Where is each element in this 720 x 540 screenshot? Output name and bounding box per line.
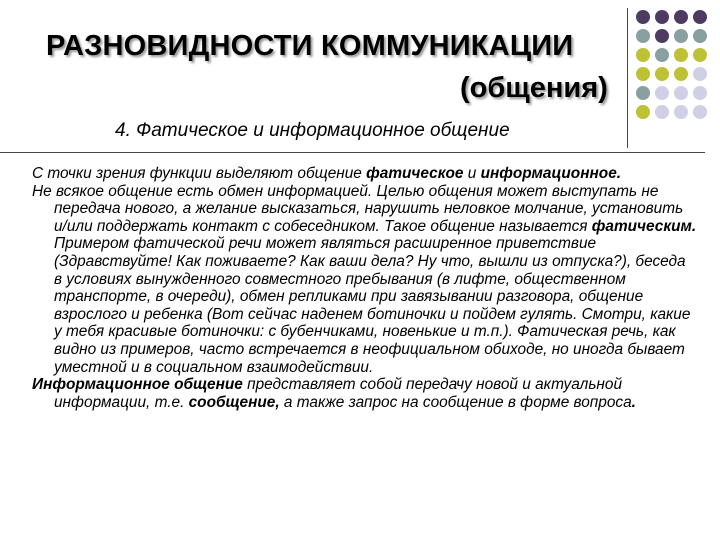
bold-text-run: фатическим. — [591, 217, 697, 235]
decor-dot — [674, 48, 688, 62]
bold-text-run: сообщение, — [188, 393, 280, 411]
body-text — [32, 165, 697, 411]
decor-dot — [655, 48, 669, 62]
bold-text-run: Информационное общение — [32, 376, 243, 394]
decor-dot — [655, 10, 669, 24]
decor-dot — [636, 86, 650, 100]
decor-dot — [693, 67, 707, 81]
decorative-dot-grid — [636, 10, 707, 119]
text-run: а также запрос на сообщение в форме вопроса — [279, 393, 632, 411]
decor-dot — [636, 48, 650, 62]
decor-dot — [655, 105, 669, 119]
decor-dot — [636, 10, 650, 24]
decor-dot — [674, 10, 688, 24]
text-run: С точки зрения функции выделяют общение — [32, 165, 367, 182]
decor-dot — [674, 29, 688, 43]
slide-title: РАЗНОВИДНОСТИ КОММУНИКАЦИИ — [46, 30, 574, 62]
decor-dot — [693, 105, 707, 119]
decor-dot — [636, 67, 650, 81]
bold-text-run: информационное. — [480, 165, 622, 182]
text-run: представляет собой передачу новой и актуальной информации, т.е. — [54, 376, 623, 411]
decor-dot — [693, 29, 707, 43]
vertical-divider — [627, 8, 628, 148]
decor-dot — [655, 67, 669, 81]
decor-dot — [636, 105, 650, 119]
decor-dot — [693, 48, 707, 62]
horizontal-divider — [0, 152, 705, 153]
decor-dot — [655, 29, 669, 43]
bold-text-run: фатическое — [366, 165, 464, 182]
decor-dot — [674, 86, 688, 100]
slide-subtitle: (общения) — [460, 72, 608, 104]
paragraph — [32, 183, 697, 377]
decor-dot — [674, 67, 688, 81]
decor-dot — [636, 29, 650, 43]
decor-dot — [693, 10, 707, 24]
decor-dot — [693, 86, 707, 100]
paragraph — [32, 376, 697, 411]
text-run: Примером фатической речи может являться расширенное приветствие (Здравствуйте! Как поживаете? Как ваши дела? Ну что, вышли из отпуска?), беседа в условиях вынужденного совместного пребывания (в лифте, общественном транспорте, в очереди), обмен репликами при завязывании разговора, общение взрослого и ребенка (Вот сейчас наденем ботиночки и пойдем гулять. Смотри, какие у тебя красивые ботиночки: с бубенчиками, новенькие и т.п.). Фатическая речь, как видно из примеров, часто встречается в неофициальном обиходе, но иногда бывает уместной и в социальном взаимодействии. — [54, 235, 691, 376]
decor-dot — [655, 86, 669, 100]
decor-dot — [674, 105, 688, 119]
text-run: и — [463, 165, 481, 182]
text-run: Не всякое общение есть обмен информацией. Целью общения может выступать не передача нового, а желание высказаться, нарушить неловкое молчание, установить и/или поддержать контакт с собеседником. Такое общение называется — [32, 182, 684, 235]
paragraph — [32, 165, 697, 183]
bold-text-run: . — [631, 393, 636, 411]
section-heading: 4. Фатическое и информационное общение — [115, 120, 510, 141]
